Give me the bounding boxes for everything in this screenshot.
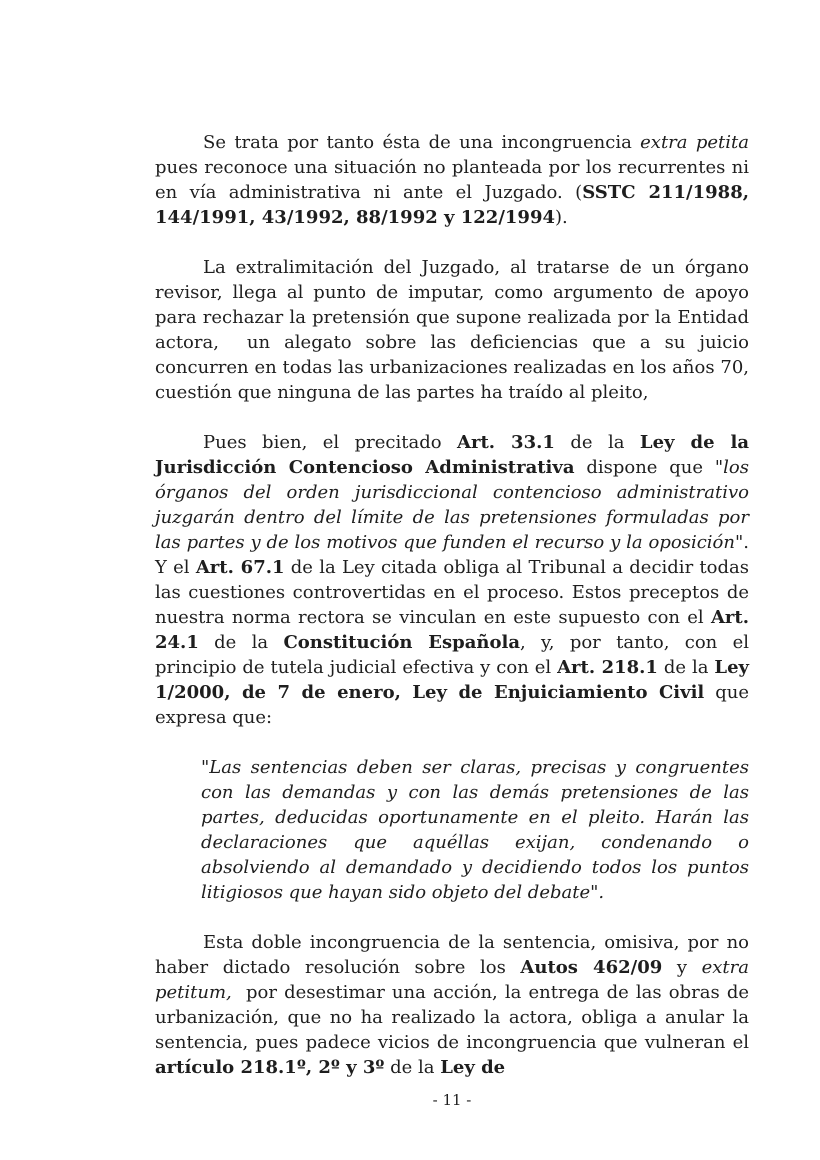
text-run-normal: de la [657,657,715,678]
text-run-bold: Art. 218.1 [557,657,658,678]
text-run-bold: Constitución Española [283,632,520,653]
text-run-normal: pues reconoce una situación no planteada por los recurrentes ni en vía administrativa ni ante el Juzgado. ( [155,157,749,203]
text-run-normal: de la [384,1057,441,1078]
text-run-normal: ). [555,207,568,228]
text-run-normal: de la [198,632,284,653]
text-run-normal: de la [554,432,640,453]
text-run-bold: Ley de la Jurisdicción Contencioso Administrativa [155,432,750,478]
text-run-bold: Art. 24.1 [155,607,749,653]
text-run-bold: Ley 1/2000, de 7 de enero, Ley de Enjuiciamiento Civil [155,657,749,703]
text-run-normal: Pues bien, el precitado [203,432,458,453]
text-run-italic: extra petita [640,132,749,153]
text-run-normal: que expresa que: [155,682,749,728]
paragraph-preceptos [155,430,749,730]
text-run-bold: Ley de [440,1057,506,1078]
paragraph-extra-petita [155,130,749,230]
text-run-normal: dispone que " [574,457,724,478]
paragraph-doble-incongruencia [155,930,749,1080]
text-run-bold: Autos 462/09 [520,957,663,978]
page-footer [155,1090,749,1110]
text-run-normal: La extralimitación del Juzgado, al tratarse de un órgano revisor, llega al punto de imputar, como argumento de apoyo para rechazar la pretensión que supone realizada por la Entidad actora, un alegato sobre las deficiencias que a su juicio concurren en todas las urbanizaciones realizadas en los años 70, cuestión que ninguna de las partes ha traído al pleito, [155,257,749,403]
text-run-normal: y [662,957,702,978]
page-number: - 11 - [432,1091,472,1109]
text-run-normal: Esta doble incongruencia de la sentencia, omisiva, por no haber dictado resolución sobre los [155,932,749,978]
text-run-normal: Se trata por tanto ésta de una incongruencia [203,132,641,153]
text-run-bold: Art. 67.1 [195,557,285,578]
text-run-italic: los órganos del orden jurisdiccional contencioso administrativo juzgarán dentro del límite de las pretensiones formuladas por las partes y de los motivos que funden el recurso y la oposición [155,457,749,553]
text-run-normal: de la Ley citada obliga al Tribunal a decidir todas las cuestiones controvertidas en el proceso. Estos preceptos de nuestra norma rectora se vinculan en este supuesto con el [155,557,749,628]
text-run-normal: por desestimar una acción, la entrega de las obras de urbanización, que no ha realizado la actora, obliga a anular la sentencia, pues padece vicios de incongruencia que vulneran el [155,982,749,1053]
text-run-normal: . [598,882,605,903]
blockquote-sentencias [201,755,749,905]
text-run-bold: Art. 33.1 [457,432,555,453]
page-content [155,130,749,1105]
text-run-italic: "Las sentencias deben ser claras, precisas y congruentes con las demandas y con las demás pretensiones de las partes, deducidas oportunamente en el pleito. Harán las declaraciones que aquéllas exijan, condenando o absolviendo al demandado y decidiendo todos los puntos litigiosos que hayan sido objeto del debate" [201,757,749,903]
text-run-normal: , y, por tanto, con el principio de tutela judicial efectiva y con el [155,632,749,678]
text-run-bold: artículo 218.1º, 2º y 3º [155,1057,385,1078]
paragraph-extralimitacion [155,255,749,405]
text-run-normal: ". Y el [155,532,749,578]
text-run-bold: SSTC 211/1988, 144/1991, 43/1992, 88/1992 y 122/1994 [155,182,749,228]
text-run-italic: extra petitum, [155,957,749,1003]
